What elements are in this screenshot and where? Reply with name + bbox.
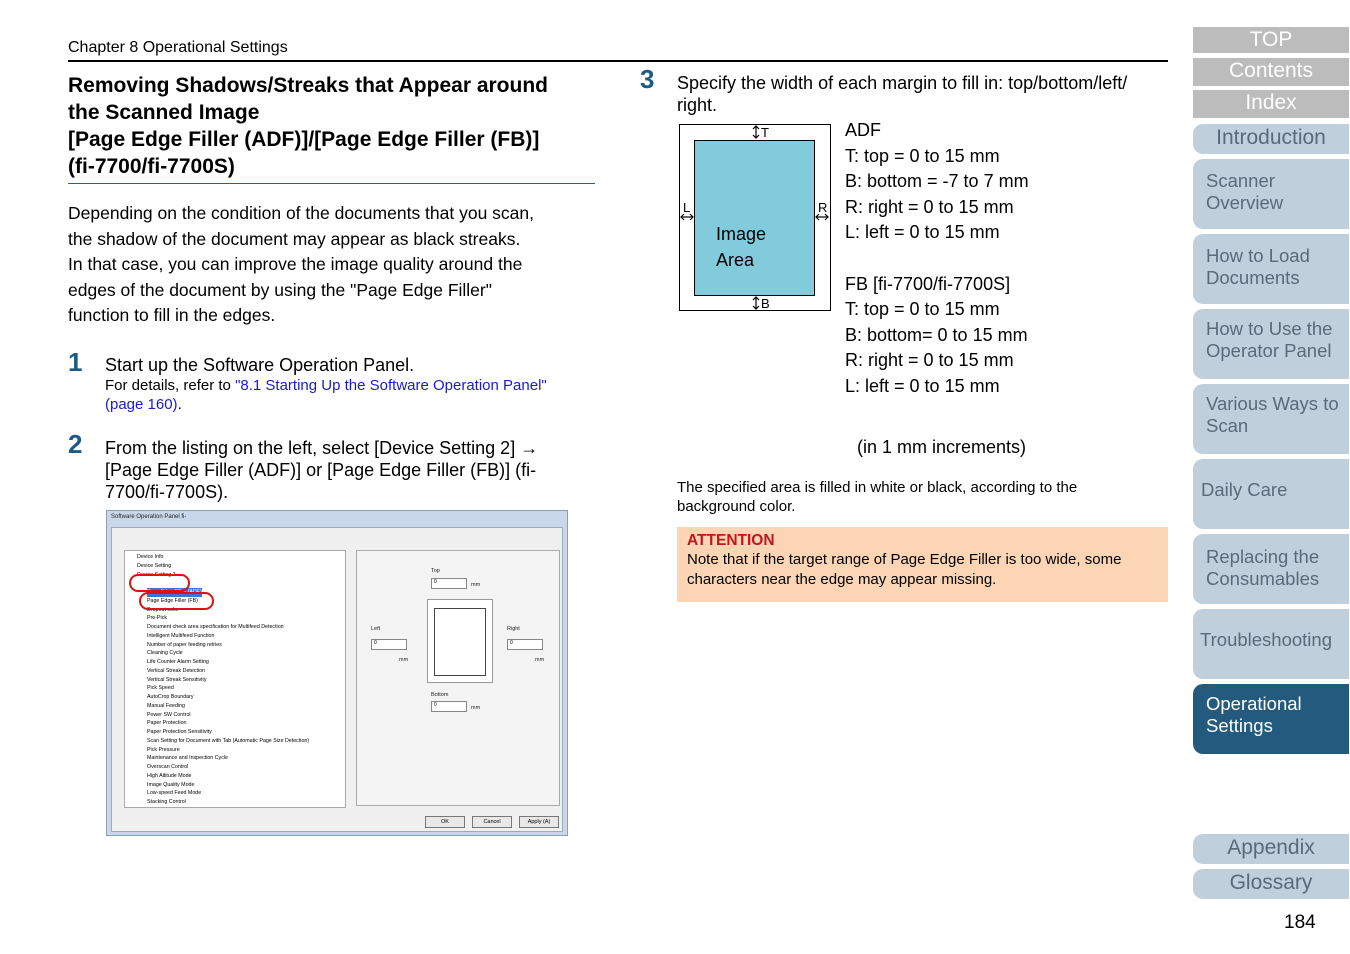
tab-operator-panel[interactable] [1193,309,1349,379]
adf-right: R: right = 0 to 15 mm [845,196,1014,217]
highlight-circle [139,592,214,610]
tree-item[interactable]: Intelligent Multifeed Function [147,632,215,639]
tree-item[interactable]: Paper Protection [147,720,187,727]
right-unit: mm [535,657,545,663]
cancel-button[interactable]: Cancel [472,816,512,828]
tab-daily-care[interactable] [1193,459,1349,529]
adf-heading: ADF [845,120,881,140]
title-line: Removing Shadows/Streaks that Appear around [68,74,548,97]
step-3-text [677,72,1127,116]
fill-note-line: The specified area is filled in white or black, according to the [677,479,1078,496]
adf-bottom: B: bottom = -7 to 7 mm [845,171,1029,192]
tree-item[interactable]: Maintenance and Inspection Cycle [147,755,228,762]
margin-arrows [679,124,831,311]
intro-line: function to fill in the edges. [68,305,276,325]
intro-line: In that case, you can improve the image quality around the [68,254,523,274]
bottom-margin-label: B [761,296,770,311]
fill-note-line: background color. [677,498,796,515]
tree-item-page-edge-filler-adf[interactable]: Page Edge Filler (ADF) [147,589,202,595]
step-1-reference [105,376,547,414]
tab-label: Settings [1206,715,1273,736]
tree-item[interactable]: Pre-Pick [147,615,168,622]
tab-label: Operational [1206,693,1302,714]
tab-label: How to Use the [1206,318,1333,339]
tree-item[interactable]: Vertical Streak Sensitivity [147,676,207,683]
reference-link-page[interactable]: (page 160) [105,396,178,413]
bottom-label: Bottom [431,692,449,698]
tab-label: Documents [1206,267,1300,288]
tree-item[interactable]: AutoCrop Boundary [147,694,194,700]
fb-bottom: B: bottom= 0 to 15 mm [845,324,1028,345]
step-2-number: 2 [68,429,83,459]
attention-line: characters near the edge may appear missing. [687,571,997,588]
tab-troubleshooting[interactable] [1193,609,1349,679]
tab-how-to-load-documents[interactable] [1193,234,1349,304]
tree-item[interactable]: Cleaning Cycle [147,650,183,657]
step-2-line: From the listing on the left, select [Device Setting 2] → [105,438,539,458]
tree-item[interactable]: Life Counter Alarm Setting [147,659,209,665]
fb-top: T: top = 0 to 15 mm [845,299,1000,320]
step-2-line: [Page Edge Filler (ADF)] or [Page Edge Filler (FB)] (fi- [105,460,537,480]
dialog-title: Software Operation Panel fi- [111,514,187,520]
margin-specs [845,118,1029,400]
tab-label: Daily Care [1201,479,1288,500]
tab-label: Replacing the [1206,546,1320,567]
increments-note: (in 1 mm increments) [857,437,1027,457]
fb-left: L: left = 0 to 15 mm [845,375,1000,396]
tab-introduction[interactable]: Introduction [1193,124,1349,154]
tab-label: How to Load [1206,245,1310,266]
highlight-circle [129,574,190,592]
left-label: Left [371,626,381,632]
tree-item[interactable]: Power SW Control [147,711,191,718]
tab-label: Overview [1206,192,1284,213]
tree-item[interactable]: Pick Pressure [147,746,180,753]
fill-note [677,478,1167,516]
nav-index-button[interactable]: Index [1193,90,1349,118]
right-input[interactable]: 0 [507,639,543,650]
reference-suffix: . [177,396,182,413]
adf-top: T: top = 0 to 15 mm [845,145,1000,166]
right-margin-label: R [818,200,828,215]
step-1-number: 1 [68,347,83,377]
adf-left: L: left = 0 to 15 mm [845,222,1000,243]
tree-item[interactable]: Low-speed Feed Mode [147,790,202,797]
tab-operational-settings[interactable] [1193,684,1349,754]
title-line: (fi-7700/fi-7700S) [68,155,235,178]
ok-button[interactable]: OK [425,816,465,828]
tree-item-page-edge-filler-fb[interactable]: Page Edge Filler (FB) [147,597,198,604]
attention-line: Note that if the target range of Page Edge Filler is too wide, some [687,551,1122,568]
software-operation-panel-screenshot [106,510,568,836]
step-2-text [105,437,538,503]
title-line: the Scanned Image [68,101,260,124]
page-number: 184 [1284,912,1316,933]
tree-item-device-setting[interactable]: Device Setting [137,562,172,569]
intro-line: edges of the document by using the "Page Edge Filler" [68,279,492,300]
image-area-line: Image [716,224,767,244]
tree-item[interactable]: High Altitude Mode [147,772,192,779]
title-rule [68,183,595,184]
tree-item-device-info[interactable]: Device Info [137,554,164,560]
page-preview [427,599,493,683]
tree-item-device-setting-2[interactable]: Device Setting 2 [137,571,176,578]
tree-item[interactable]: Paper Protection Sensitivity [147,729,212,735]
tree-item[interactable]: Number of paper feeding retries [147,641,222,648]
step-3-line: Specify the width of each margin to fill in: top/bottom/left/ [677,73,1128,93]
tree-item[interactable]: Pick Speed [147,685,174,692]
tab-glossary[interactable]: Glossary [1193,869,1349,899]
top-margin-label: T [761,125,769,140]
top-label: Top [431,568,440,574]
tab-replacing-consumables[interactable] [1193,534,1349,604]
tab-label: Scan [1206,415,1249,436]
intro-line: Depending on the condition of the documents that you scan, [68,203,535,223]
nav-contents-button[interactable]: Contents [1193,58,1349,86]
reference-prefix: For details, refer to [105,377,236,394]
attention-text [687,550,1158,590]
tree-item[interactable]: Document check area specification for Multifeed Detection [147,624,284,630]
left-margin-label: L [683,200,691,215]
intro-line: the shadow of the document may appear as black streaks. [68,228,521,249]
tree-item[interactable]: Stacking Control [147,799,186,805]
tab-label: Various Ways to [1206,393,1339,414]
step-3-number: 3 [640,64,655,94]
tree-item[interactable]: Image Quality Mode [147,781,195,788]
tab-label: Operator Panel [1206,340,1332,361]
tree-item-list [125,606,345,807]
tab-label: Scanner [1206,170,1275,191]
tree-item[interactable]: Dropout color [147,606,179,613]
intro-paragraph [68,201,598,329]
title-line: [Page Edge Filler (ADF)]/[Page Edge Filler (FB)] [68,128,540,151]
chapter-header: Chapter 8 Operational Settings [68,39,288,56]
tab-scanner-overview[interactable] [1193,159,1349,229]
right-label: Right [507,626,520,632]
tree-item[interactable]: Vertical Streak Detection [147,667,205,674]
bottom-unit: mm [471,705,481,711]
fb-right: R: right = 0 to 15 mm [845,350,1014,371]
attention-heading: ATTENTION [687,532,775,549]
margin-settings-panel [356,550,560,806]
bottom-input[interactable]: 0 [431,701,467,712]
tab-label: Troubleshooting [1200,629,1332,650]
tab-appendix[interactable]: Appendix [1193,834,1349,864]
nav-top-button[interactable]: TOP [1193,27,1349,53]
tab-various-ways-to-scan[interactable] [1193,384,1349,454]
top-unit: mm [471,582,481,588]
tree-item[interactable]: Overscan Control [147,764,189,770]
section-title [68,72,598,180]
attention-box [677,527,1168,602]
tree-item[interactable]: Manual Feeding [147,702,185,709]
top-input[interactable]: 0 [431,578,467,589]
image-area-line: Area [716,250,755,270]
tree-item[interactable]: Scan Setting for Document with Tab (Automatic Page Size Detection) [147,737,310,744]
tab-label: Consumables [1206,568,1320,589]
step-2-line: 7700/fi-7700S). [105,482,229,502]
left-unit: mm [399,657,409,663]
left-input[interactable]: 0 [371,639,407,650]
fb-heading: FB [fi-7700/fi-7700S] [845,273,1011,294]
step-3-line: right. [677,95,718,115]
reference-link[interactable]: "8.1 Starting Up the Software Operation Panel" [235,377,547,394]
step-1-text: Start up the Software Operation Panel. [105,355,415,375]
apply-button[interactable]: Apply (A) [519,816,559,828]
dialog-body [111,527,563,832]
header-rule [68,60,1168,62]
